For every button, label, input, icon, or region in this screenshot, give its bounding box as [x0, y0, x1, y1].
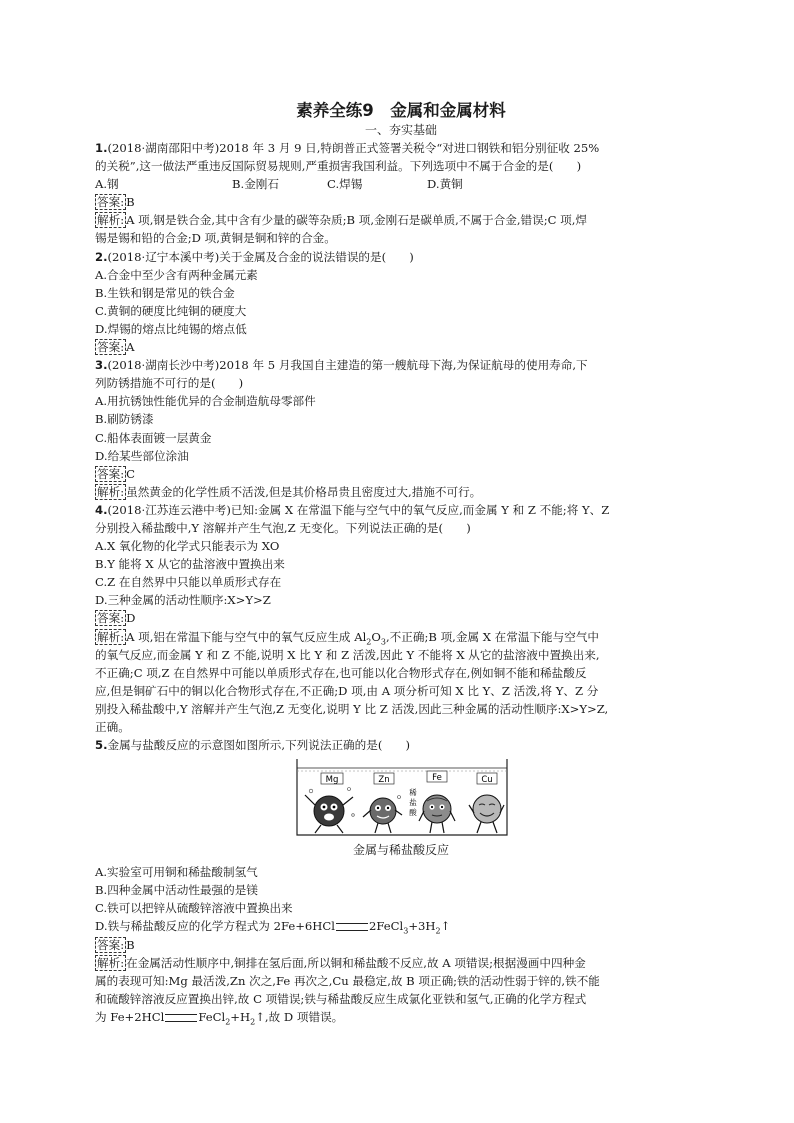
equals-sign: [165, 1014, 197, 1022]
question-stem: 3.(2018·湖南长沙中考)2018 年 5 月我国自主建造的第一艘航母下海,为保证航母的使用寿命,下: [95, 358, 588, 373]
option-b: B.金刚石: [232, 177, 279, 192]
answer-value: B: [126, 195, 135, 210]
question-stem: 分别投入稀盐酸中,Y 溶解并产生气泡,Z 无变化。下列说法正确的是( ): [95, 520, 471, 535]
explanation-line: 解析: A 项,铝在常温下能与空气中的氧气反应生成 $Al_2O_3$,不正确;B 项,金属 X 在常温下能与空气中: [97, 629, 600, 646]
answer-value: D: [126, 611, 136, 626]
question-stem: 5.金属与盐酸反应的示意图如图所示,下列说法正确的是( ): [95, 738, 411, 753]
answer-label: 答案:: [97, 937, 125, 952]
question-number: 4.: [95, 502, 108, 517]
question-2: [95, 248, 707, 357]
answer-line: [95, 936, 707, 954]
question-stem: 1.(2018·湖南邵阳中考)2018 年 3 月 9 日,特朗普正式签署关税令“对进口钢铁和铝分别征收 25%: [95, 141, 600, 155]
option-b: B.生铁和钢是常见的铁合金: [95, 285, 235, 300]
answer-value: A: [126, 340, 135, 355]
metal-label-cu: Cu: [481, 775, 493, 786]
question-stem: 2.(2018·辽宁本溪中考)关于金属及合金的说法错误的是( ): [95, 249, 414, 264]
option-row: [95, 175, 707, 193]
metal-label-fe: Fe: [432, 773, 442, 784]
reaction-figure: [95, 755, 707, 863]
option-b: B.Y 能将 X 从它的盐溶液中置换出来: [95, 557, 285, 572]
answer-line: [95, 338, 707, 356]
beaker-illustration: [291, 755, 513, 839]
explanation-label: 解析:: [97, 955, 125, 970]
question-number: 1.: [95, 141, 108, 155]
answer-label: 答案:: [97, 466, 125, 481]
option-a: A.合金中至少含有两种金属元素: [95, 267, 258, 282]
figure-caption: 金属与稀盐酸反应: [352, 843, 449, 858]
option-d: D.焊锡的熔点比纯锡的熔点低: [95, 321, 247, 336]
option-c: C.焊锡: [327, 177, 363, 192]
explanation-line: 为 Fe+2HCl $FeCl_2+H_2↑$,故 D 项错误。: [95, 1009, 344, 1027]
question-1: [95, 139, 707, 248]
section-heading: 一、夯实基础: [364, 123, 437, 137]
question-number: 3.: [95, 358, 108, 373]
option-b: B.刷防锈漆: [95, 412, 154, 427]
answer-line: [95, 609, 707, 627]
cu-character: [469, 795, 504, 833]
explanation-label: 解析:: [97, 213, 125, 228]
answer-line: [95, 465, 707, 483]
mg-character: [305, 788, 354, 834]
question-5: [95, 736, 707, 1026]
option-d: D.三种金属的活动性顺序:X>Y>Z: [95, 593, 271, 608]
explanation-line: 解析: 在金属活动性顺序中,铜排在氢后面,所以铜和稀盐酸不反应,故 A 项错误;根据漫画中四种金: [97, 955, 586, 970]
option-d: D.黄铜: [427, 177, 463, 192]
explanation-line: 不正确;C 项,Z 在自然界中可能以单质形式存在,也可能以化合物形式存在,例如铜不能和稀盐酸反: [95, 665, 587, 680]
acid-label-3: 酸: [409, 808, 417, 818]
question-4: [95, 501, 707, 736]
option-a: A.X 氧化物的化学式只能表示为 XO: [95, 539, 280, 554]
question-number: 2.: [95, 249, 108, 264]
option-d: D.铁与稀盐酸反应的化学方程式为 2Fe+6HCl $2FeCl_3+3H_2↑$: [95, 919, 451, 936]
explanation-line: 锡是锡和铅的合金;D 项,黄铜是铜和锌的合金。: [95, 231, 336, 246]
worksheet-content: [95, 101, 707, 1026]
question-stem: 列防锈措施不可行的是( ): [95, 376, 244, 391]
answer-value: B: [126, 937, 135, 952]
explanation-line: 和硫酸锌溶液反应置换出锌,故 C 项错误;铁与稀盐酸反应生成氯化亚铁和氢气,正确的化学方程式: [95, 991, 587, 1006]
equals-sign: [336, 923, 368, 931]
explanation-line: 别投入稀盐酸中,Y 溶解并产生气泡,Z 无变化,说明 Y 比 Z 活泼,因此三种金属的活动性顺序:X>Y>Z,: [95, 701, 609, 716]
option-d: D.给某些部位涂油: [95, 448, 189, 463]
zn-character: [363, 796, 402, 834]
explanation-line: 正确。: [95, 720, 130, 734]
answer-line: [95, 193, 707, 211]
option-a: A.实验室可用铜和稀盐酸制氢气: [95, 865, 258, 880]
option-c: C.铁可以把锌从硫酸锌溶液中置换出来: [95, 901, 293, 916]
explanation-line: 解析: 虽然黄金的化学性质不活泼,但是其价格昂贵且密度过大,措施不可行。: [97, 484, 482, 499]
question-stem: 的关税”,这一做法严重违反国际贸易规则,严重损害我国利益。下列选项中不属于合金的是( ): [95, 159, 582, 174]
answer-label: 答案:: [97, 611, 125, 626]
page-title: 素养全练9 金属和金属材料: [296, 101, 506, 120]
answer-value: C: [126, 466, 135, 481]
question-number: 5.: [95, 738, 108, 753]
option-b: B.四种金属中活动性最强的是镁: [95, 883, 258, 898]
explanation-line: 解析: A 项,钢是铁合金,其中含有少量的碳等杂质;B 项,金刚石是碳单质,不属于合金,错误;C 项,焊: [97, 213, 588, 228]
acid-label-1: 稀: [409, 788, 417, 798]
fe-character: [419, 795, 455, 833]
answer-label: 答案:: [97, 195, 125, 210]
question-stem: 4.(2018·江苏连云港中考)已知:金属 X 在常温下能与空气中的氧气反应,而金属 Y 和 Z 不能;将 Y、Z: [95, 502, 610, 517]
explanation-label: 解析:: [97, 629, 125, 644]
question-3: [95, 356, 707, 501]
explanation-line: 的氧气反应,而金属 Y 和 Z 不能,说明 X 比 Y 和 Z 活泼,因此 Y 不能将 X 从它的盐溶液中置换出来,: [95, 647, 600, 662]
option-c: C.船体表面镀一层黄金: [95, 430, 212, 445]
option-a: A.用抗锈蚀性能优异的合金制造航母零部件: [95, 394, 316, 409]
explanation-line: 属的表现可知:Mg 最活泼,Zn 次之,Fe 再次之,Cu 最稳定,故 B 项正确;铁的活动性弱于锌的,铁不能: [95, 973, 600, 988]
answer-label: 答案:: [97, 340, 125, 355]
option-c: C.黄铜的硬度比纯铜的硬度大: [95, 303, 247, 318]
explanation-label: 解析:: [97, 484, 125, 499]
metal-label-mg: Mg: [325, 775, 339, 786]
option-c: C.Z 在自然界中只能以单质形式存在: [95, 575, 282, 590]
metal-label-zn: Zn: [378, 775, 390, 786]
acid-label-2: 盐: [409, 798, 417, 808]
option-a: A.钢: [95, 177, 119, 192]
explanation-line: 应,但是铜矿石中的铜以化合物形式存在,不正确;D 项,由 A 项分析可知 X 比 Y、Z 活泼,将 Y、Z 分: [95, 683, 599, 698]
